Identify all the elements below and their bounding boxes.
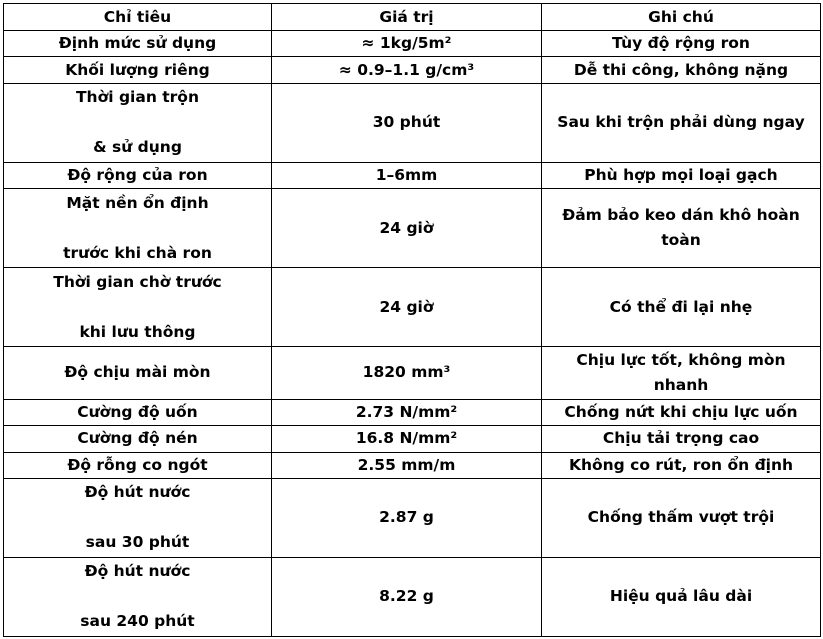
table-row	[4, 57, 821, 83]
value-cell: 1–6mm	[272, 162, 542, 188]
value-cell: 30 phút	[272, 83, 542, 162]
criteria-cell	[4, 399, 272, 425]
criteria-cell	[4, 478, 272, 557]
value-cell: 2.87 g	[272, 478, 542, 557]
note-cell: Có thể đi lại nhẹ	[542, 268, 821, 347]
criteria-label: Khối lượng riêng	[65, 60, 210, 79]
criteria-label: Độ rộng của ron	[67, 165, 208, 184]
note-cell: Đảm bảo keo dán khô hoàn toàn	[542, 189, 821, 268]
criteria-label: Định mức sử dụng	[58, 34, 217, 53]
header-note: Ghi chú	[542, 4, 821, 31]
value-cell: 1820 mm³	[272, 347, 542, 400]
note-cell: Không co rút, ron ổn định	[542, 452, 821, 478]
table-row	[4, 426, 821, 452]
note-cell: Hiệu quả lâu dài	[542, 557, 821, 636]
value-cell: 24 giờ	[272, 189, 542, 268]
table-row	[4, 31, 821, 57]
note-cell: Chịu tải trọng cao	[542, 426, 821, 452]
header-criteria: Chỉ tiêu	[4, 4, 272, 31]
criteria-label-line2: khi lưu thông	[79, 322, 196, 341]
criteria-label-line1: Độ hút nước	[84, 483, 191, 502]
header-row	[4, 4, 821, 31]
criteria-label-line2: & sử dụng	[93, 138, 182, 157]
table-row	[4, 399, 821, 425]
note-cell: Chống thấm vượt trội	[542, 478, 821, 557]
criteria-cell	[4, 557, 272, 636]
table-row	[4, 347, 821, 400]
note-cell: Sau khi trộn phải dùng ngay	[542, 83, 821, 162]
note-cell: Chống nứt khi chịu lực uốn	[542, 399, 821, 425]
note-cell: Tùy độ rộng ron	[542, 31, 821, 57]
table-row	[4, 478, 821, 557]
table-row	[4, 557, 821, 636]
criteria-label-line2: sau 30 phút	[85, 533, 190, 552]
table-row	[4, 268, 821, 347]
value-cell: 2.55 mm/m	[272, 452, 542, 478]
table-row	[4, 162, 821, 188]
criteria-label-line1: Độ hút nước	[84, 562, 191, 581]
criteria-cell	[4, 452, 272, 478]
criteria-cell	[4, 31, 272, 57]
criteria-label-line2: trước khi chà ron	[63, 243, 212, 262]
criteria-label: Độ chịu mài mòn	[64, 363, 211, 382]
criteria-cell	[4, 162, 272, 188]
criteria-cell	[4, 57, 272, 83]
criteria-cell	[4, 189, 272, 268]
table-row	[4, 452, 821, 478]
value-cell: ≈ 0.9–1.1 g/cm³	[272, 57, 542, 83]
note-cell: Dễ thi công, không nặng	[542, 57, 821, 83]
note-cell: Phù hợp mọi loại gạch	[542, 162, 821, 188]
value-cell: 2.73 N/mm²	[272, 399, 542, 425]
criteria-label-line2: sau 240 phút	[80, 612, 195, 631]
criteria-label: Cường độ uốn	[77, 402, 198, 421]
note-cell: Chịu lực tốt, không mòn nhanh	[542, 347, 821, 400]
value-cell: 8.22 g	[272, 557, 542, 636]
criteria-cell	[4, 347, 272, 400]
table-row	[4, 83, 821, 162]
criteria-cell	[4, 83, 272, 162]
criteria-label-line1: Mặt nền ổn định	[66, 193, 209, 212]
criteria-label-line1: Thời gian chờ trước	[53, 272, 222, 291]
spec-table	[3, 3, 821, 637]
criteria-label: Cường độ nén	[77, 429, 198, 448]
criteria-label: Độ rỗng co ngót	[67, 455, 208, 474]
value-cell: 16.8 N/mm²	[272, 426, 542, 452]
header-value: Giá trị	[272, 4, 542, 31]
criteria-cell	[4, 268, 272, 347]
table-row	[4, 189, 821, 268]
criteria-cell	[4, 426, 272, 452]
value-cell: 24 giờ	[272, 268, 542, 347]
criteria-label-line1: Thời gian trộn	[75, 88, 199, 107]
value-cell: ≈ 1kg/5m²	[272, 31, 542, 57]
